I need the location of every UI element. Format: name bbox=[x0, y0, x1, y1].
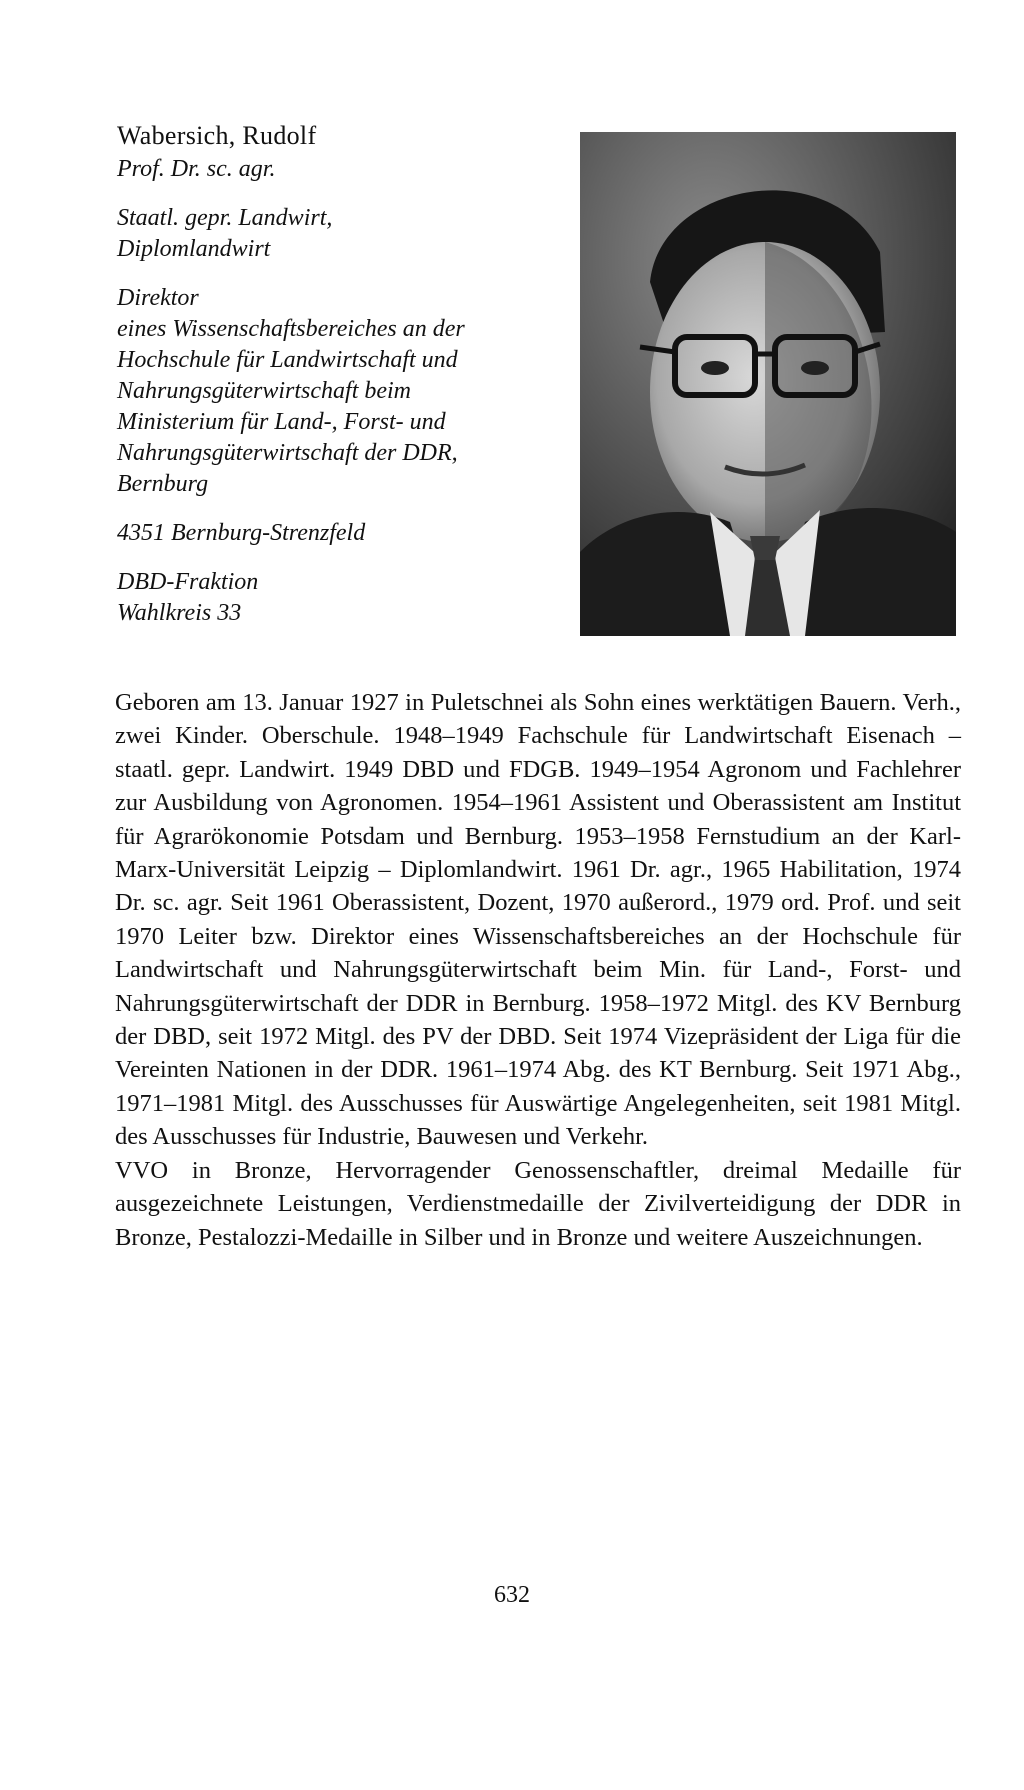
constituency: Wahlkreis 33 bbox=[117, 600, 242, 626]
position-line: eines Wissenschaftsbereiches an der bbox=[117, 316, 465, 342]
qualification-line: Diplomlandwirt bbox=[117, 236, 271, 262]
awards-text: VVO in Bronze, Hervorragender Genossenschaftler, dreimal Medaille für ausgezeichnete Leistungen, Verdienstmedaille der Zivilverteidigung der DDR in Bronze, Pestalozzi-Medaille in Silber und in Bronze und weitere Auszeichnungen. bbox=[115, 1156, 961, 1251]
academic-title: Prof. Dr. sc. agr. bbox=[117, 156, 276, 182]
biography-text: Geboren am 13. Januar 1927 in Puletschnei als Sohn eines werktätigen Bauern. Verh., zwei Kinder. Oberschule. 1948–1949 Fachschule für Landwirtschaft Eisenach – staatl. gepr. Landwirt. 1949 DBD und FDGB. 1949–1954 Agronom und Fachlehrer zur Ausbildung von Agronomen. 1954–1961 Assistent und Oberassistent am Institut für Agrarökonomie Potsdam und Bernburg. 1953–1958 Fernstudium an der Karl-Marx-Universität Leipzig – Diplomlandwirt. 1961 Dr. agr., 1965 Habilitation, 1974 Dr. sc. agr. Seit 1961 Oberassistent, Dozent, 1970 außerord., 1979 ord. Prof. und seit 1970 Leiter bzw. Direktor eines Wissenschaftsbereiches an der Hochschule für Landwirtschaft und Nahrungsgüterwirtschaft beim Min. für Land-, Forst- und Nahrungsgüterwirtschaft der DDR in Bernburg. 1958–1972 Mitgl. des KV Bernburg der DBD, seit 1972 Mitgl. des PV der DBD. Seit 1974 Vizepräsident der Liga für die Vereinten Nationen in der DDR. 1961–1974 Abg. des KT Bernburg. Seit 1971 Abg., 1971–1981 Mitgl. des Ausschusses für Auswärtige Angelegenheiten, seit 1981 Mitgl. des Ausschusses für Industrie, Bauwesen und Verkehr. bbox=[115, 689, 961, 1151]
portrait-photo bbox=[580, 132, 956, 636]
position-line: Nahrungsgüterwirtschaft der DDR, bbox=[117, 440, 458, 466]
position-line: Bernburg bbox=[117, 471, 209, 497]
position-line: Nahrungsgüterwirtschaft beim bbox=[117, 378, 412, 404]
biography-block bbox=[115, 686, 961, 1254]
portrait-image bbox=[580, 132, 956, 636]
entry-header bbox=[117, 120, 557, 629]
position-line: Direktor bbox=[117, 285, 199, 311]
page-number: 632 bbox=[494, 1582, 530, 1608]
person-name: Wabersich, Rudolf bbox=[117, 121, 317, 150]
address: 4351 Bernburg-Strenzfeld bbox=[117, 520, 366, 546]
qualification-line: Staatl. gepr. Landwirt, bbox=[117, 205, 333, 231]
position-line: Ministerium für Land-, Forst- und bbox=[117, 409, 446, 435]
faction: DBD-Fraktion bbox=[117, 569, 259, 595]
position-line: Hochschule für Landwirtschaft und bbox=[117, 347, 458, 373]
